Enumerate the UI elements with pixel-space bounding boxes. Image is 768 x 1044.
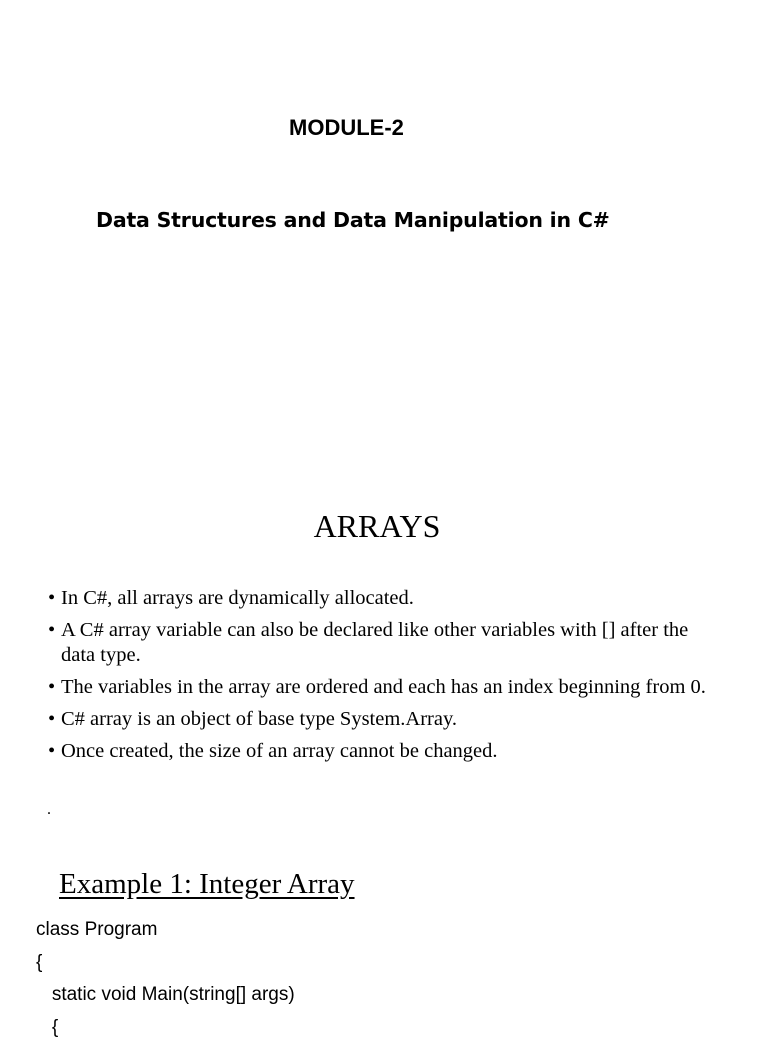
module-title: MODULE-2 [289, 114, 404, 142]
bullet-list [48, 586, 708, 771]
example-heading: Example 1: Integer Array [59, 865, 355, 903]
stray-mark: . [47, 800, 51, 820]
section-heading: ARRAYS [0, 506, 754, 546]
bullet-item: • In C#, all arrays are dynamically allocated. [48, 586, 708, 611]
code-line: { [36, 1012, 295, 1044]
bullet-item: • The variables in the array are ordered and each has an index beginning from 0. [48, 675, 708, 700]
code-line: class Program [36, 914, 295, 947]
bullet-item: • C# array is an object of base type System.Array. [48, 707, 708, 732]
bullet-item: • Once created, the size of an array cannot be changed. [48, 739, 708, 764]
code-block [36, 914, 295, 1044]
code-line: static void Main(string[] args) [36, 979, 295, 1012]
bullet-item: • A C# array variable can also be declared like other variables with [] after the data type. [48, 618, 708, 668]
code-line: { [36, 947, 295, 980]
subject-title: Data Structures and Data Manipulation in C# [96, 206, 610, 234]
